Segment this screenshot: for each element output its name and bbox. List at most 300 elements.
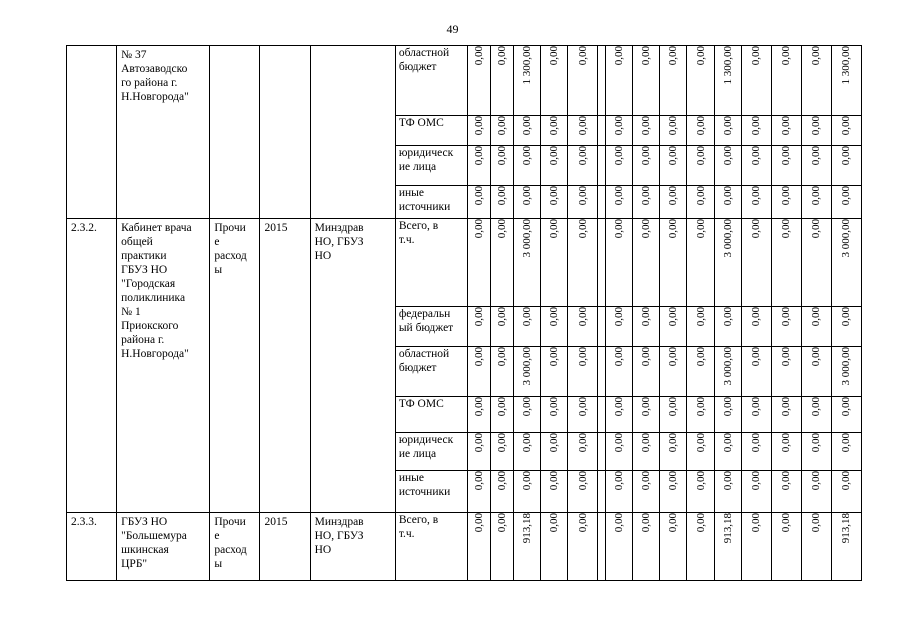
item-number bbox=[67, 46, 116, 48]
value-cell bbox=[541, 397, 568, 433]
amount-value: 0,00 bbox=[576, 307, 589, 327]
funding-source: областной бюджет bbox=[398, 348, 450, 374]
amount-value: 0,00 bbox=[810, 347, 823, 367]
value-cell bbox=[831, 116, 861, 146]
value-cell bbox=[660, 347, 687, 397]
value-cell bbox=[687, 397, 714, 433]
amount-value: 0,00 bbox=[548, 307, 561, 327]
amount-value: 0,00 bbox=[694, 116, 707, 136]
value-cell bbox=[771, 433, 801, 471]
value-cell bbox=[801, 397, 831, 433]
value-cell bbox=[491, 513, 514, 581]
funding-source: юридическ ие лица bbox=[398, 434, 454, 460]
amount-value: 0,00 bbox=[576, 146, 589, 166]
amount-value: 0,00 bbox=[473, 46, 485, 66]
value-cell bbox=[514, 219, 541, 307]
amount-value: 0,00 bbox=[694, 146, 707, 166]
value-cell bbox=[741, 433, 771, 471]
value-cell bbox=[771, 116, 801, 146]
amount-value: 3 000,00 bbox=[721, 347, 734, 386]
value-cell bbox=[801, 433, 831, 471]
expense-type: Прочи е расход ы bbox=[214, 222, 247, 276]
value-cell bbox=[714, 307, 741, 347]
item-number-cell bbox=[67, 219, 117, 513]
value-cell bbox=[491, 186, 514, 219]
amount-value: 0,00 bbox=[613, 471, 626, 491]
value-cell bbox=[568, 146, 598, 186]
amount-value: 0,00 bbox=[750, 46, 763, 66]
value-cell bbox=[660, 397, 687, 433]
amount-value: 0,00 bbox=[521, 116, 534, 136]
amount-value: 0,00 bbox=[640, 347, 653, 367]
amount-value: 0,00 bbox=[750, 146, 763, 166]
amount-value: 913,18 bbox=[521, 513, 534, 544]
value-cell bbox=[714, 513, 741, 581]
amount-value: 0,00 bbox=[548, 46, 561, 66]
value-cell bbox=[606, 513, 633, 581]
expense-type-cell bbox=[210, 46, 260, 219]
amount-value: 0,00 bbox=[780, 347, 793, 367]
value-cell bbox=[541, 433, 568, 471]
value-cell bbox=[633, 513, 660, 581]
value-cell bbox=[831, 146, 861, 186]
value-cell bbox=[741, 471, 771, 513]
amount-value: 0,00 bbox=[548, 186, 561, 206]
value-cell bbox=[491, 146, 514, 186]
value-cell bbox=[633, 397, 660, 433]
value-cell bbox=[633, 146, 660, 186]
amount-value: 0,00 bbox=[576, 397, 589, 417]
value-cell bbox=[514, 186, 541, 219]
amount-value: 0,00 bbox=[640, 307, 653, 327]
amount-value: 0,00 bbox=[667, 219, 680, 239]
value-cell bbox=[660, 433, 687, 471]
value-cell bbox=[568, 471, 598, 513]
amount-value: 0,00 bbox=[473, 146, 485, 166]
amount-value: 0,00 bbox=[780, 397, 793, 417]
amount-value: 0,00 bbox=[473, 186, 485, 206]
amount-value: 0,00 bbox=[750, 397, 763, 417]
value-cell bbox=[568, 513, 598, 581]
expense-type-cell bbox=[210, 513, 260, 581]
value-cell bbox=[687, 186, 714, 219]
amount-value: 1 300,00 bbox=[521, 46, 534, 85]
amount-value: 0,00 bbox=[576, 219, 589, 239]
amount-value: 0,00 bbox=[780, 307, 793, 327]
amount-value: 0,00 bbox=[667, 146, 680, 166]
value-cell bbox=[801, 513, 831, 581]
value-cell bbox=[831, 471, 861, 513]
value-cell bbox=[801, 116, 831, 146]
amount-value: 0,00 bbox=[667, 307, 680, 327]
amount-value: 1 300,00 bbox=[840, 46, 853, 85]
value-cell bbox=[771, 307, 801, 347]
value-cell bbox=[741, 347, 771, 397]
amount-value: 0,00 bbox=[613, 46, 626, 66]
value-cell bbox=[514, 397, 541, 433]
value-cell bbox=[714, 433, 741, 471]
value-cell bbox=[714, 471, 741, 513]
amount-value: 0,00 bbox=[496, 46, 509, 66]
amount-value: 0,00 bbox=[613, 219, 626, 239]
amount-value: 0,00 bbox=[496, 116, 509, 136]
value-cell bbox=[568, 116, 598, 146]
expense-type bbox=[210, 46, 259, 48]
amount-value: 0,00 bbox=[576, 513, 589, 533]
item-name: ГБУЗ НО "Большемура шкинская ЦРБ" bbox=[121, 516, 187, 570]
amount-value: 0,00 bbox=[613, 433, 626, 453]
amount-value: 0,00 bbox=[721, 471, 734, 491]
amount-value: 0,00 bbox=[694, 307, 707, 327]
amount-value: 0,00 bbox=[667, 433, 680, 453]
amount-value: 0,00 bbox=[640, 46, 653, 66]
amount-value: 0,00 bbox=[694, 471, 707, 491]
amount-value: 0,00 bbox=[576, 347, 589, 367]
amount-value: 0,00 bbox=[750, 307, 763, 327]
spacer-cell bbox=[598, 307, 606, 347]
funding-source: областной бюджет bbox=[398, 47, 450, 73]
page-number: 49 bbox=[446, 22, 459, 36]
amount-value: 0,00 bbox=[473, 471, 485, 491]
value-cell bbox=[514, 146, 541, 186]
amount-value: 0,00 bbox=[496, 513, 509, 533]
amount-value: 0,00 bbox=[721, 397, 734, 417]
value-cell bbox=[568, 307, 598, 347]
amount-value: 0,00 bbox=[780, 46, 793, 66]
value-cell bbox=[687, 513, 714, 581]
amount-value: 0,00 bbox=[613, 146, 626, 166]
value-cell bbox=[491, 46, 514, 116]
value-cell bbox=[541, 471, 568, 513]
value-cell bbox=[633, 116, 660, 146]
amount-value: 0,00 bbox=[694, 513, 707, 533]
amount-value: 0,00 bbox=[548, 513, 561, 533]
value-cell bbox=[687, 116, 714, 146]
spacer-cell bbox=[598, 433, 606, 471]
amount-value: 0,00 bbox=[473, 116, 485, 136]
funding-source-cell bbox=[395, 513, 467, 581]
amount-value: 0,00 bbox=[780, 471, 793, 491]
amount-value: 0,00 bbox=[667, 116, 680, 136]
value-cell bbox=[491, 433, 514, 471]
item-number-cell bbox=[67, 513, 117, 581]
amount-value: 0,00 bbox=[694, 186, 707, 206]
amount-value: 0,00 bbox=[640, 471, 653, 491]
value-cell bbox=[606, 397, 633, 433]
value-cell bbox=[491, 471, 514, 513]
value-cell bbox=[660, 513, 687, 581]
value-cell bbox=[714, 116, 741, 146]
value-cell bbox=[467, 46, 490, 116]
amount-value: 0,00 bbox=[521, 433, 534, 453]
value-cell bbox=[687, 433, 714, 471]
value-cell bbox=[606, 307, 633, 347]
amount-value: 0,00 bbox=[473, 433, 485, 453]
amount-value: 0,00 bbox=[810, 146, 823, 166]
value-cell bbox=[568, 433, 598, 471]
funding-source: ТФ ОМС bbox=[398, 398, 444, 410]
amount-value: 0,00 bbox=[613, 186, 626, 206]
value-cell bbox=[568, 46, 598, 116]
value-cell bbox=[831, 433, 861, 471]
spacer-cell bbox=[598, 146, 606, 186]
amount-value: 0,00 bbox=[721, 433, 734, 453]
spacer-cell bbox=[598, 46, 606, 116]
value-cell bbox=[771, 186, 801, 219]
value-cell bbox=[831, 307, 861, 347]
value-cell bbox=[687, 219, 714, 307]
spacer-cell bbox=[598, 397, 606, 433]
funding-source-cell bbox=[395, 471, 467, 513]
value-cell bbox=[741, 116, 771, 146]
value-cell bbox=[660, 116, 687, 146]
amount-value: 0,00 bbox=[613, 513, 626, 533]
amount-value: 0,00 bbox=[473, 397, 485, 417]
amount-value: 0,00 bbox=[473, 347, 485, 367]
funding-source-cell bbox=[395, 116, 467, 146]
amount-value: 0,00 bbox=[521, 186, 534, 206]
amount-value: 0,00 bbox=[780, 513, 793, 533]
amount-value: 0,00 bbox=[640, 146, 653, 166]
value-cell bbox=[660, 46, 687, 116]
value-cell bbox=[660, 307, 687, 347]
amount-value: 0,00 bbox=[496, 397, 509, 417]
value-cell bbox=[801, 219, 831, 307]
value-cell bbox=[606, 433, 633, 471]
amount-value: 0,00 bbox=[750, 433, 763, 453]
table-row bbox=[67, 219, 862, 307]
funding-source: Всего, в т.ч. bbox=[398, 514, 439, 540]
amount-value: 0,00 bbox=[496, 307, 509, 327]
value-cell bbox=[714, 347, 741, 397]
spacer-cell bbox=[598, 116, 606, 146]
amount-value: 1 300,00 bbox=[721, 46, 734, 85]
funding-source: Всего, в т.ч. bbox=[398, 220, 439, 246]
value-cell bbox=[467, 219, 490, 307]
spacer-cell bbox=[598, 186, 606, 219]
value-cell bbox=[568, 186, 598, 219]
item-executor-cell bbox=[310, 46, 395, 219]
amount-value: 0,00 bbox=[840, 433, 853, 453]
amount-value: 0,00 bbox=[780, 433, 793, 453]
value-cell bbox=[741, 397, 771, 433]
amount-value: 0,00 bbox=[694, 347, 707, 367]
amount-value: 0,00 bbox=[810, 471, 823, 491]
value-cell bbox=[801, 347, 831, 397]
value-cell bbox=[771, 471, 801, 513]
amount-value: 0,00 bbox=[576, 186, 589, 206]
amount-value: 0,00 bbox=[694, 219, 707, 239]
amount-value: 0,00 bbox=[548, 471, 561, 491]
item-executor: Минздрав НО, ГБУЗ НО bbox=[314, 222, 364, 262]
item-year: 2015 bbox=[264, 222, 288, 234]
value-cell bbox=[568, 347, 598, 397]
amount-value: 0,00 bbox=[694, 46, 707, 66]
amount-value: 0,00 bbox=[810, 397, 823, 417]
amount-value: 0,00 bbox=[521, 146, 534, 166]
funding-source-cell bbox=[395, 186, 467, 219]
value-cell bbox=[606, 186, 633, 219]
value-cell bbox=[467, 347, 490, 397]
amount-value: 0,00 bbox=[521, 307, 534, 327]
value-cell bbox=[606, 347, 633, 397]
value-cell bbox=[801, 307, 831, 347]
value-cell bbox=[633, 433, 660, 471]
value-cell bbox=[714, 186, 741, 219]
amount-value: 0,00 bbox=[840, 146, 853, 166]
amount-value: 0,00 bbox=[780, 116, 793, 136]
spacer-cell bbox=[598, 513, 606, 581]
funding-source-cell bbox=[395, 433, 467, 471]
item-year-cell bbox=[260, 219, 310, 513]
amount-value: 0,00 bbox=[810, 433, 823, 453]
amount-value: 0,00 bbox=[496, 347, 509, 367]
amount-value: 0,00 bbox=[750, 471, 763, 491]
value-cell bbox=[467, 433, 490, 471]
amount-value: 0,00 bbox=[780, 186, 793, 206]
value-cell bbox=[831, 46, 861, 116]
item-number: 2.3.2. bbox=[71, 222, 97, 234]
value-cell bbox=[741, 219, 771, 307]
value-cell bbox=[606, 116, 633, 146]
value-cell bbox=[741, 186, 771, 219]
amount-value: 0,00 bbox=[750, 186, 763, 206]
amount-value: 0,00 bbox=[667, 513, 680, 533]
funding-source-cell bbox=[395, 46, 467, 116]
amount-value: 0,00 bbox=[721, 116, 734, 136]
value-cell bbox=[741, 513, 771, 581]
value-cell bbox=[831, 186, 861, 219]
amount-value: 0,00 bbox=[576, 116, 589, 136]
value-cell bbox=[687, 146, 714, 186]
value-cell bbox=[633, 186, 660, 219]
value-cell bbox=[633, 219, 660, 307]
value-cell bbox=[514, 307, 541, 347]
amount-value: 0,00 bbox=[576, 433, 589, 453]
funding-source: ТФ ОМС bbox=[398, 117, 444, 129]
amount-value: 0,00 bbox=[667, 46, 680, 66]
amount-value: 0,00 bbox=[840, 471, 853, 491]
value-cell bbox=[541, 307, 568, 347]
amount-value: 0,00 bbox=[496, 219, 509, 239]
value-cell bbox=[660, 219, 687, 307]
item-executor: Минздрав НО, ГБУЗ НО bbox=[314, 516, 364, 556]
amount-value: 0,00 bbox=[667, 471, 680, 491]
item-number: 2.3.3. bbox=[71, 516, 97, 528]
value-cell bbox=[541, 146, 568, 186]
value-cell bbox=[771, 513, 801, 581]
amount-value: 0,00 bbox=[667, 186, 680, 206]
amount-value: 0,00 bbox=[473, 219, 485, 239]
amount-value: 0,00 bbox=[810, 219, 823, 239]
item-year bbox=[260, 46, 309, 48]
funding-source: юридическ ие лица bbox=[398, 147, 454, 173]
value-cell bbox=[687, 46, 714, 116]
value-cell bbox=[514, 347, 541, 397]
value-cell bbox=[771, 219, 801, 307]
value-cell bbox=[467, 186, 490, 219]
amount-value: 0,00 bbox=[613, 307, 626, 327]
item-name: № 37 Автозаводско го района г. Н.Новгорода" bbox=[121, 49, 189, 103]
amount-value: 0,00 bbox=[613, 397, 626, 417]
value-cell bbox=[660, 146, 687, 186]
item-year: 2015 bbox=[264, 516, 288, 528]
expense-type-cell bbox=[210, 219, 260, 513]
amount-value: 0,00 bbox=[576, 46, 589, 66]
amount-value: 0,00 bbox=[667, 347, 680, 367]
amount-value: 0,00 bbox=[640, 186, 653, 206]
table-row bbox=[67, 46, 862, 116]
amount-value: 0,00 bbox=[694, 397, 707, 417]
value-cell bbox=[687, 347, 714, 397]
amount-value: 0,00 bbox=[548, 219, 561, 239]
value-cell bbox=[633, 307, 660, 347]
amount-value: 0,00 bbox=[548, 116, 561, 136]
item-name-cell bbox=[117, 513, 210, 581]
value-cell bbox=[568, 397, 598, 433]
item-executor bbox=[311, 46, 395, 48]
expense-type: Прочи е расход ы bbox=[214, 516, 247, 570]
value-cell bbox=[741, 46, 771, 116]
value-cell bbox=[606, 471, 633, 513]
value-cell bbox=[606, 46, 633, 116]
value-cell bbox=[467, 146, 490, 186]
value-cell bbox=[633, 347, 660, 397]
value-cell bbox=[467, 471, 490, 513]
value-cell bbox=[771, 397, 801, 433]
amount-value: 0,00 bbox=[810, 513, 823, 533]
funding-source-cell bbox=[395, 146, 467, 186]
funding-source: иные источники bbox=[398, 472, 451, 498]
amount-value: 0,00 bbox=[721, 146, 734, 166]
value-cell bbox=[801, 186, 831, 219]
value-cell bbox=[541, 347, 568, 397]
value-cell bbox=[741, 146, 771, 186]
value-cell bbox=[771, 347, 801, 397]
value-cell bbox=[831, 347, 861, 397]
value-cell bbox=[714, 219, 741, 307]
value-cell bbox=[491, 307, 514, 347]
value-cell bbox=[714, 397, 741, 433]
funding-source: иные источники bbox=[398, 187, 451, 213]
value-cell bbox=[714, 146, 741, 186]
value-cell bbox=[491, 219, 514, 307]
amount-value: 0,00 bbox=[548, 347, 561, 367]
amount-value: 0,00 bbox=[473, 307, 485, 327]
value-cell bbox=[801, 146, 831, 186]
amount-value: 0,00 bbox=[667, 397, 680, 417]
value-cell bbox=[541, 219, 568, 307]
amount-value: 3 000,00 bbox=[721, 219, 734, 258]
value-cell bbox=[491, 397, 514, 433]
amount-value: 0,00 bbox=[640, 397, 653, 417]
value-cell bbox=[467, 397, 490, 433]
amount-value: 0,00 bbox=[640, 116, 653, 136]
table-row bbox=[67, 513, 862, 581]
item-year-cell bbox=[260, 46, 310, 219]
value-cell bbox=[491, 347, 514, 397]
value-cell bbox=[831, 513, 861, 581]
amount-value: 0,00 bbox=[640, 219, 653, 239]
item-executor-cell bbox=[310, 513, 395, 581]
budget-table bbox=[66, 45, 862, 581]
amount-value: 913,18 bbox=[721, 513, 734, 544]
amount-value: 0,00 bbox=[496, 471, 509, 491]
amount-value: 0,00 bbox=[521, 397, 534, 417]
amount-value: 0,00 bbox=[721, 186, 734, 206]
value-cell bbox=[771, 46, 801, 116]
item-year-cell bbox=[260, 513, 310, 581]
